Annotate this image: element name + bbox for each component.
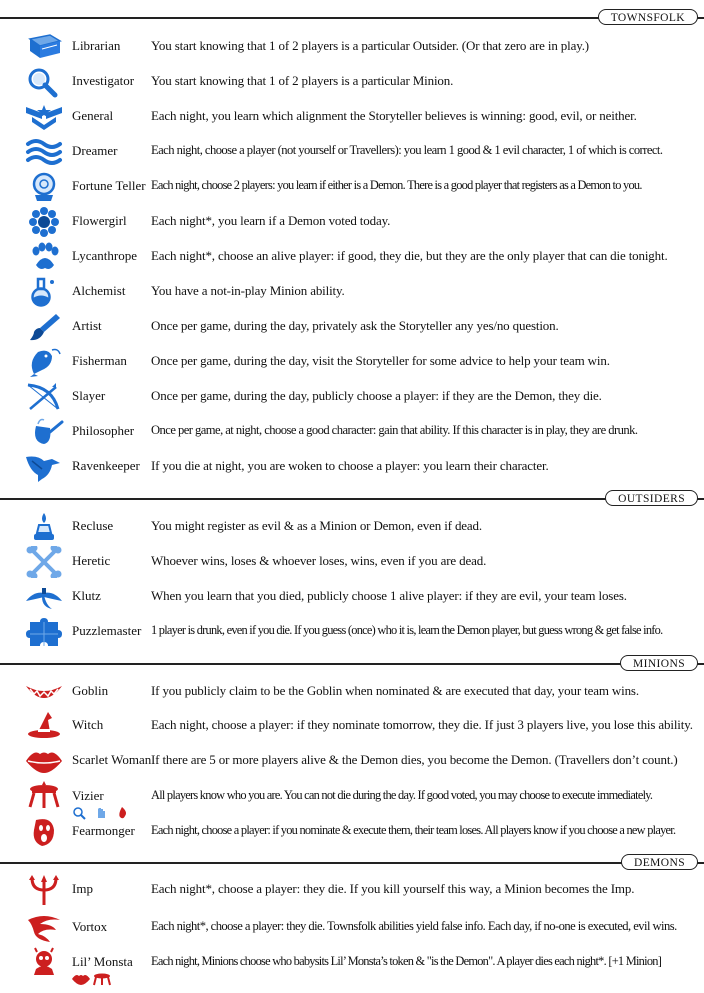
character-ability: Each night, choose a player (not yourself or Travellers): you learn 1 good & 1 evil character, 1 of which is correct. <box>151 143 663 157</box>
character-name: Scarlet Woman <box>72 752 152 767</box>
character-name: Puzzlemaster <box>72 623 142 638</box>
crystal-ball-icon <box>22 171 66 203</box>
lil-monsta-jinx-icons <box>72 972 142 986</box>
section-divider <box>0 498 704 500</box>
character-name: Klutz <box>72 588 101 603</box>
character-row-lycanthrope <box>0 239 704 274</box>
character-ability: If you publicly claim to be the Goblin when nominated & are executed that day, your team wins. <box>151 683 639 698</box>
banana-peel-icon <box>22 581 66 613</box>
fish-icon <box>22 346 66 378</box>
character-ability: When you learn that you died, publicly choose 1 alive player: if they are evil, your team loses. <box>151 588 627 603</box>
character-ability: Once per game, during the day, visit the Storyteller for some advice to help your team win. <box>151 353 610 368</box>
book-icon <box>22 31 66 63</box>
magnifier-icon <box>22 66 66 98</box>
crossbow-icon <box>22 381 66 413</box>
character-name: Fearmonger <box>72 823 135 838</box>
character-ability: Each night*, choose a player: they die. If you kill yourself this way, a Minion becomes the Imp. <box>151 881 635 896</box>
character-row-librarian <box>0 29 704 64</box>
winged-chevron-icon <box>22 101 66 133</box>
trident-icon <box>22 874 66 906</box>
character-ability: You start knowing that 1 of 2 players is a particular Minion. <box>151 73 454 88</box>
character-ability: Each night, choose a player: if you nominate & execute them, their team loses. All players know if you choose a new player. <box>151 823 676 837</box>
character-name: Witch <box>72 717 104 732</box>
witch-hat-icon <box>22 710 66 742</box>
section-divider <box>0 862 704 864</box>
character-row-heretic <box>0 544 704 579</box>
character-ability: You start knowing that 1 of 2 players is a particular Outsider. (Or that zero are in play.) <box>151 38 589 53</box>
character-name: Lil’ Monsta <box>72 954 133 969</box>
character-row-scarlet-woman <box>0 743 704 778</box>
character-name: Slayer <box>72 388 106 403</box>
character-row-imp <box>0 872 704 907</box>
character-ability: Each night, you learn which alignment the Storyteller believes is winning: good, evil, or neither. <box>151 108 637 123</box>
screaming-face-icon <box>22 816 66 848</box>
section-label: TOWNSFOLK <box>598 9 698 25</box>
section-label: DEMONS <box>621 854 698 870</box>
character-row-fortune-teller <box>0 169 704 204</box>
character-ability: 1 player is drunk, even if you die. If you guess (once) who it is, learn the Demon player, but guess wrong & get false info. <box>151 623 663 637</box>
section-divider <box>0 663 704 665</box>
character-ability: Each night*, you learn if a Demon voted today. <box>151 213 391 228</box>
character-name: Recluse <box>72 518 114 533</box>
character-row-witch <box>0 708 704 743</box>
paintbrush-icon <box>22 311 66 343</box>
character-row-flowergirl <box>0 204 704 239</box>
character-row-slayer <box>0 379 704 414</box>
character-row-fearmonger <box>0 814 704 849</box>
character-row-artist <box>0 309 704 344</box>
vortex-icon <box>22 912 66 944</box>
flower-icon <box>22 206 66 238</box>
character-ability: All players know who you are. You can not die during the day. If good voted, you may choose to execute immediately. <box>151 788 653 802</box>
character-row-klutz <box>0 579 704 614</box>
character-row-vortox <box>0 910 704 945</box>
flask-icon <box>22 276 66 308</box>
character-name: Flowergirl <box>72 213 127 228</box>
pipe-icon <box>22 416 66 448</box>
character-name: Alchemist <box>72 283 126 298</box>
stool-icon <box>94 974 110 986</box>
character-name: Fortune Teller <box>72 178 146 193</box>
crossed-bones-icon <box>22 546 66 578</box>
character-row-puzzlemaster <box>0 614 704 649</box>
character-name: Philosopher <box>72 423 135 438</box>
section-label: OUTSIDERS <box>605 490 698 506</box>
character-name: Artist <box>72 318 102 333</box>
lips-icon <box>22 745 66 777</box>
waves-icon <box>22 136 66 168</box>
character-name: Investigator <box>72 73 135 88</box>
character-name: Ravenkeeper <box>72 458 140 473</box>
oil-lamp-icon <box>22 511 66 543</box>
character-ability: If you die at night, you are woken to choose a player: you learn their character. <box>151 458 549 473</box>
character-ability: If there are 5 or more players alive & the Demon dies, you become the Demon. (Travellers don’t count.) <box>151 752 678 767</box>
section-label: MINIONS <box>620 655 698 671</box>
character-ability: You might register as evil & as a Minion or Demon, even if dead. <box>151 518 482 533</box>
character-row-goblin <box>0 674 704 709</box>
character-ability: Each night, choose 2 players: you learn if either is a Demon. There is a good player that registers as a Demon to you. <box>151 178 642 192</box>
character-name: Imp <box>72 881 93 896</box>
character-row-fisherman <box>0 344 704 379</box>
character-name: Fisherman <box>72 353 127 368</box>
character-name: General <box>72 108 114 123</box>
character-row-alchemist <box>0 274 704 309</box>
character-ability: You have a not-in-play Minion ability. <box>151 283 345 298</box>
character-row-philosopher <box>0 414 704 449</box>
stool-icon <box>22 781 66 813</box>
grin-icon <box>22 676 66 708</box>
character-row-dreamer <box>0 134 704 169</box>
character-ability: Each night*, choose a player: they die. Townsfolk abilities yield false info. Each day, if no-one is executed, evil wins. <box>151 919 677 933</box>
puzzle-piece-icon <box>22 616 66 648</box>
monster-icon <box>22 947 66 979</box>
character-row-ravenkeeper <box>0 449 704 484</box>
character-name: Goblin <box>72 683 109 698</box>
character-ability: Once per game, during the day, privately ask the Storyteller any yes/no question. <box>151 318 559 333</box>
character-ability: Each night*, choose an alive player: if good, they die, but they are the only player that can die tonight. <box>151 248 668 263</box>
paw-print-icon <box>22 241 66 273</box>
character-name: Vizier <box>72 788 104 803</box>
character-name: Vortox <box>72 919 108 934</box>
character-ability: Each night, Minions choose who babysits Lil’ Monsta’s token & "is the Demon". A player dies each night*. [+1 Minion] <box>151 954 662 968</box>
character-ability: Once per game, at night, choose a good character: gain that ability. If this character is in play, they are drunk. <box>151 423 638 437</box>
character-row-recluse <box>0 509 704 544</box>
character-name: Dreamer <box>72 143 118 158</box>
character-name: Librarian <box>72 38 121 53</box>
character-name: Heretic <box>72 553 111 568</box>
lips-icon <box>72 975 90 985</box>
character-row-general <box>0 99 704 134</box>
character-ability: Each night, choose a player: if they nominate tomorrow, they die. If just 3 players live, you lose this ability. <box>151 717 693 732</box>
character-ability: Once per game, during the day, publicly choose a player: if they are the Demon, they die. <box>151 388 602 403</box>
character-row-investigator <box>0 64 704 99</box>
raven-icon <box>22 451 66 483</box>
character-name: Lycanthrope <box>72 248 137 263</box>
character-ability: Whoever wins, loses & whoever loses, wins, even if you are dead. <box>151 553 487 568</box>
